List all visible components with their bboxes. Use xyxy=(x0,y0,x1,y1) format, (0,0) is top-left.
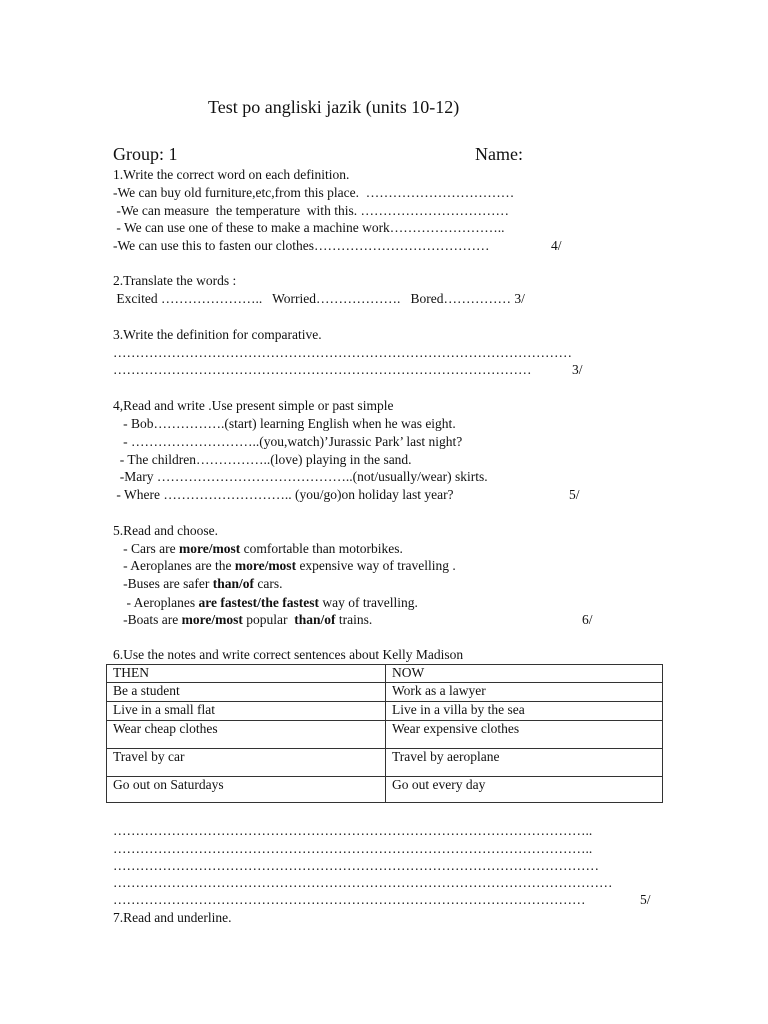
table-row xyxy=(107,721,663,749)
table-cell: Go out every day xyxy=(386,777,663,803)
q7-heading: 7.Read and underline. xyxy=(113,910,232,925)
q5-score: 6/ xyxy=(582,612,593,627)
q4-line: - The children……………..(love) playing in the sand. xyxy=(113,452,412,467)
page-title: Test po angliski jazik (units 10-12) xyxy=(208,97,460,117)
q4-score: 5/ xyxy=(569,487,580,502)
table-row xyxy=(107,777,663,803)
table-cell: Live in a villa by the sea xyxy=(386,702,663,721)
q5-item: - Aeroplanes are fastest/the fastest way of travelling. xyxy=(113,595,418,610)
q5-item: - Cars are more/most comfortable than motorbikes. xyxy=(113,541,403,556)
table-row xyxy=(107,702,663,721)
q6-dotted-line: ………………………………………………………………………………………………… xyxy=(113,875,613,890)
group-label: Group: 1 xyxy=(113,144,178,164)
table-cell: Live in a small flat xyxy=(107,702,386,721)
q2-heading: 2.Translate the words : xyxy=(113,273,237,288)
q5-item: -Boats are more/most popular than/of trains. xyxy=(113,612,373,627)
q6-dotted-line: …………………………………………………………………………………………….. xyxy=(113,823,593,838)
q3-dotted-line: ………………………………………………………………………………………… xyxy=(113,345,572,360)
table-header-cell: THEN xyxy=(107,665,386,683)
q1-line: - We can use one of these to make a machine work…………………….. xyxy=(113,220,505,235)
table-header-cell: NOW xyxy=(386,665,663,683)
q1-line: -We can buy old furniture,etc,from this place. …………………………… xyxy=(113,185,515,200)
q6-dotted-line: …………………………………………………………………………………………….. xyxy=(113,841,593,856)
q5-heading: 5.Read and choose. xyxy=(113,523,218,538)
q3-dotted-line: ………………………………………………………………………………… xyxy=(113,362,532,377)
q2-line: Excited ………………….. Worried………………. Bored…………… 3/ xyxy=(113,291,525,306)
table-cell: Go out on Saturdays xyxy=(107,777,386,803)
q1-line: -We can measure the temperature with this. …………………………… xyxy=(113,203,509,218)
q4-line: - ………………………..(you,watch)’Jurassic Park’ last night? xyxy=(113,434,463,449)
table-row xyxy=(107,683,663,702)
table-cell: Travel by aeroplane xyxy=(386,749,663,777)
q6-score: 5/ xyxy=(640,892,651,907)
q4-heading: 4,Read and write .Use present simple or past simple xyxy=(113,398,394,413)
table-row xyxy=(107,749,663,777)
q1-score: 4/ xyxy=(551,238,562,253)
q4-line: - Where ……………………….. (you/go)on holiday last year? xyxy=(113,487,454,502)
q5-item: - Aeroplanes are the more/most expensive way of travelling . xyxy=(113,558,456,573)
table-cell: Wear cheap clothes xyxy=(107,721,386,749)
name-label: Name: xyxy=(475,144,523,164)
q5-item: -Buses are safer than/of cars. xyxy=(113,576,283,591)
q1-heading: 1.Write the correct word on each definition. xyxy=(113,167,350,182)
table-cell: Travel by car xyxy=(107,749,386,777)
table-header-row xyxy=(107,665,663,683)
table-cell: Be a student xyxy=(107,683,386,702)
q4-line: -Mary ……………………………………..(not/usually/wear) skirts. xyxy=(113,469,488,484)
q3-heading: 3.Write the definition for comparative. xyxy=(113,327,322,342)
table-cell: Wear expensive clothes xyxy=(386,721,663,749)
q6-dotted-line: ……………………………………………………………………………………………… xyxy=(113,858,599,873)
q6-heading: 6.Use the notes and write correct sentences about Kelly Madison xyxy=(113,647,464,662)
then-now-table xyxy=(106,664,663,803)
table-cell: Work as a lawyer xyxy=(386,683,663,702)
q3-score: 3/ xyxy=(572,362,583,377)
q4-line: - Bob…………….(start) learning English when he was eight. xyxy=(113,416,456,431)
q1-line: -We can use this to fasten our clothes………………………………… xyxy=(113,238,490,253)
q6-dotted-line: …………………………………………………………………………………………… xyxy=(113,892,586,907)
